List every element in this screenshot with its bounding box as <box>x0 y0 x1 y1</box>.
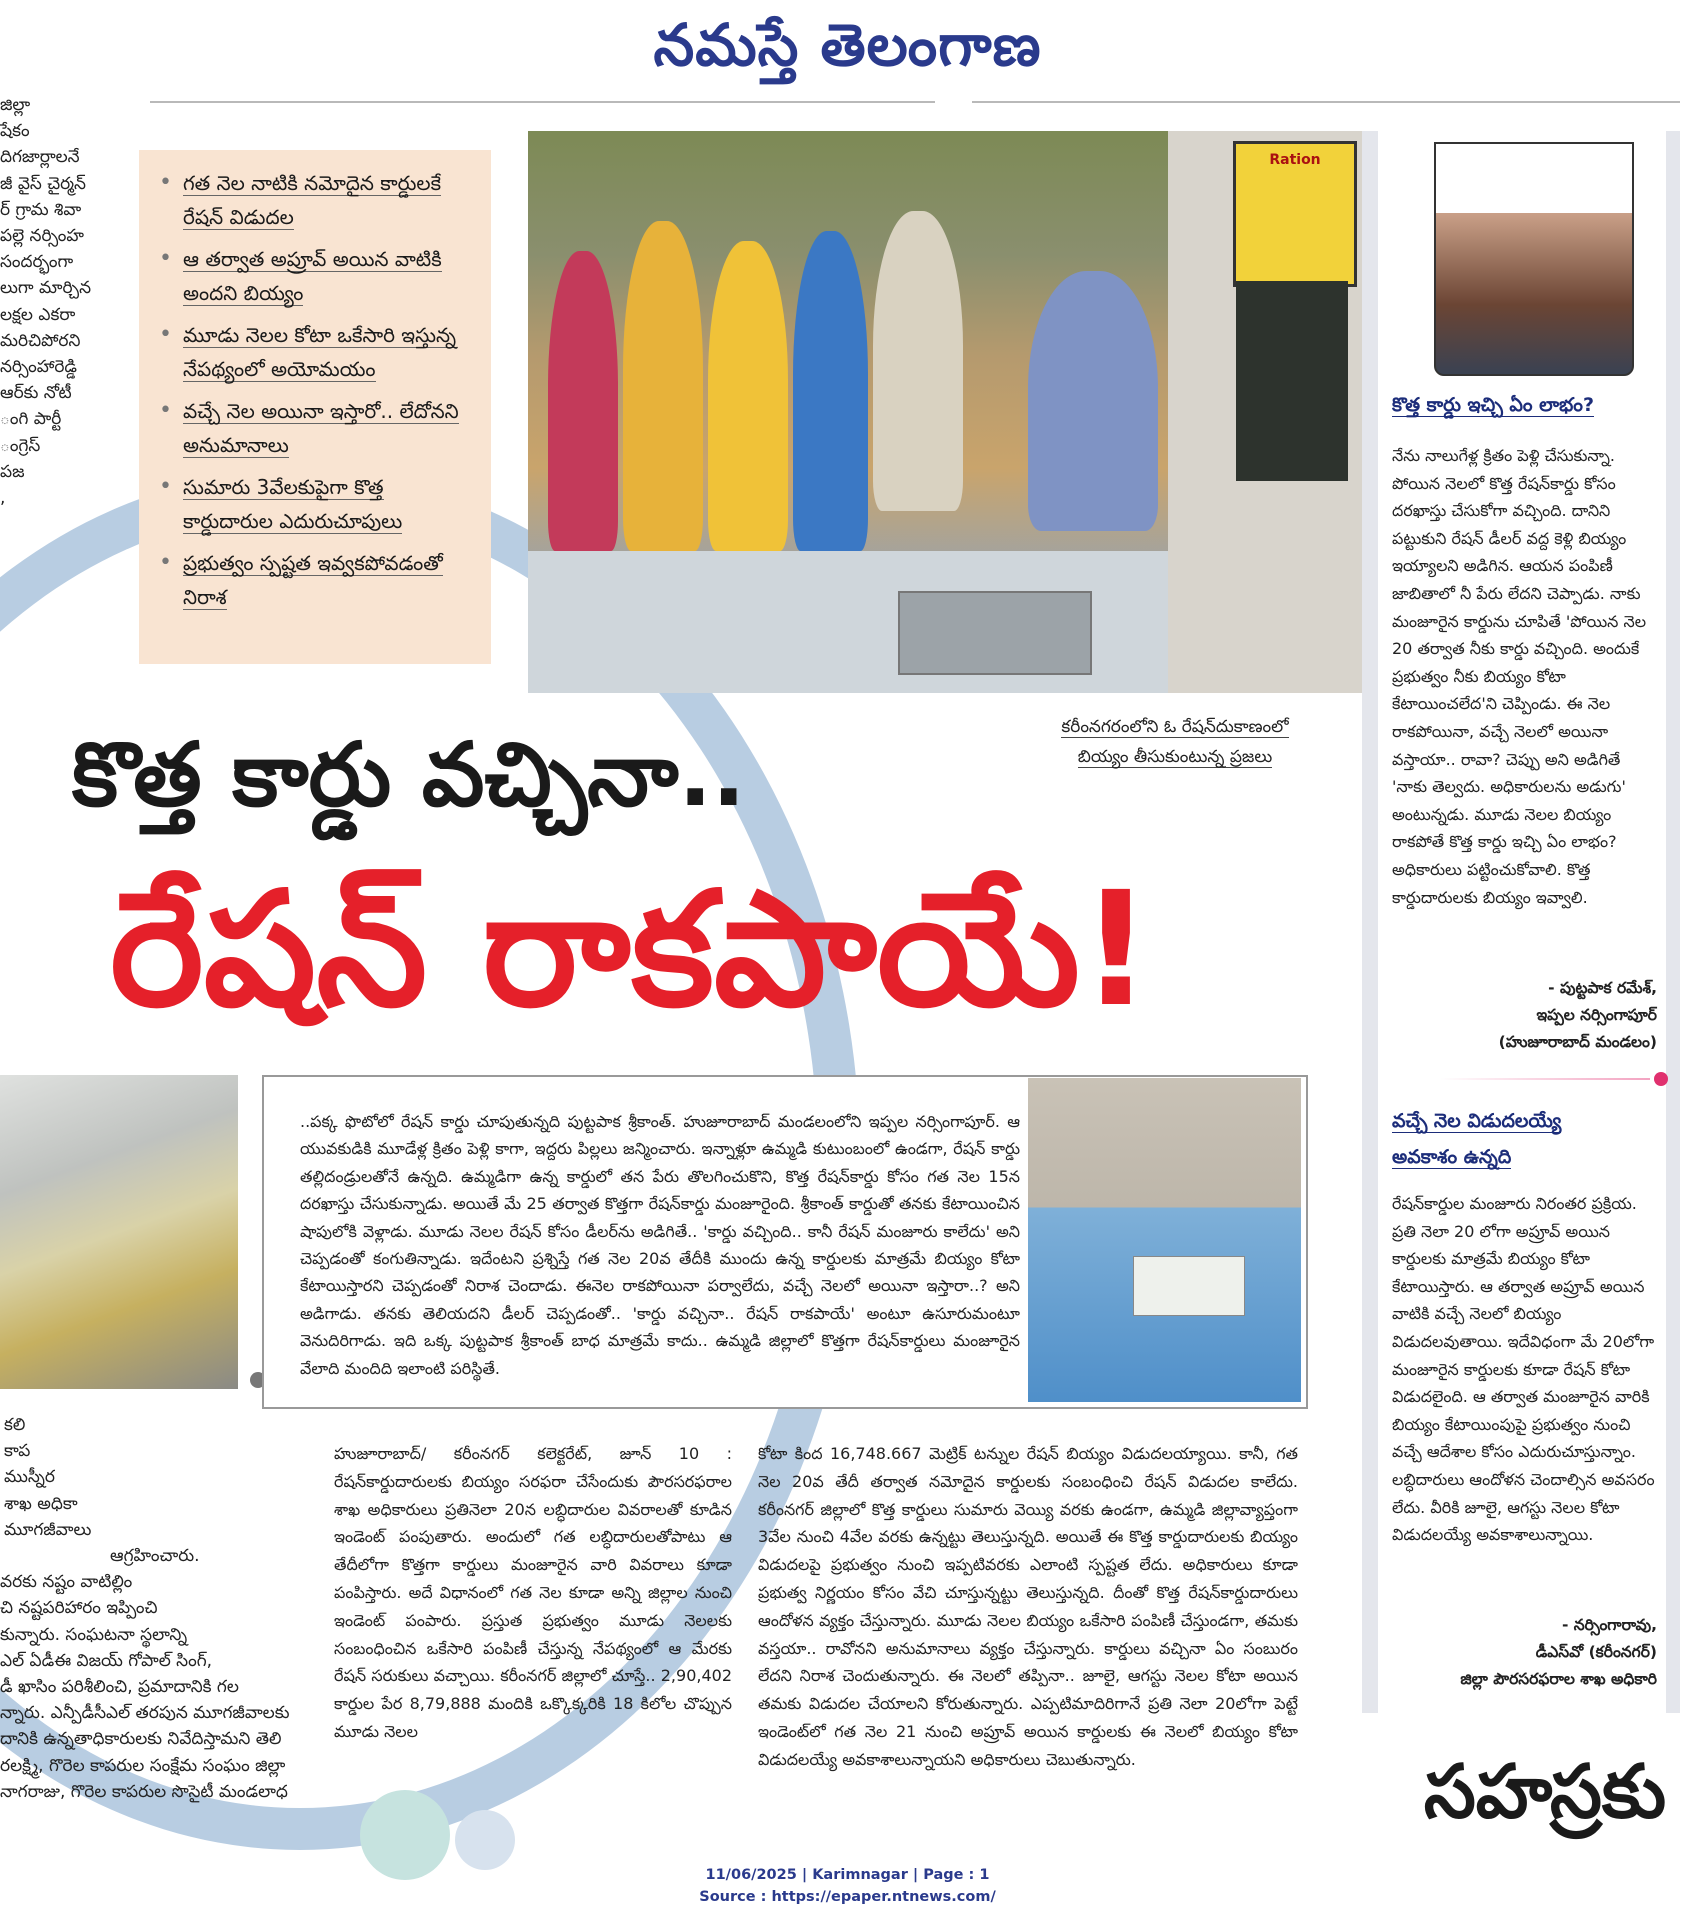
highlight-item: • సుమారు 3వేలకుపైగా కొత్త కార్డుదారుల ఎదురుచూపులు <box>157 470 477 538</box>
rice-bag-photo <box>0 1075 238 1389</box>
photo-person <box>623 221 703 551</box>
srikanth-card-photo <box>1028 1078 1301 1402</box>
sahasraku-logo: సహస్రకు <box>1423 1749 1667 1835</box>
side-quote-2: రేషన్‌కార్డుల మంజూరు నిరంతర ప్రక్రియ. ప్రతి నెలా 20 లోగా అప్రూవ్ అయిన కార్డులకు మాత్రమే బియ్యం కోటా కేటాయిస్తారు. ఆ తర్వాత అప్రూవ్ అయిన వాటికి వచ్చే నెలలో బియ్యం విడుదలవుతాయి. ఇదేవిధంగా మే 20లోగా మంజూరైన కార్డులకు కూడా రేషన్ కోటా విడుదలైంది. ఆ తర్వాత మంజూరైన వారికి బియ్యం కేటాయింపుపై ప్రభుత్వం నుంచి వచ్చే ఆదేశాల కోసం ఎదురుచూస్తున్నాం. లబ్ధిదారులు ఆందోళన చెందాల్సిన అవసరం లేదు. వీరికి జూలై, ఆగస్టు నెలల కోటా విడుదలయ్యే అవకాశాలున్నాయి. <box>1392 1194 1655 1545</box>
side-subheading-2: వచ్చే నెల విడుదలయ్యే అవకాశం ఉన్నది <box>1392 1110 1562 1168</box>
side-quote-1: నేను నాలుగేళ్ల క్రితం పెళ్లి చేసుకున్నా. పోయిన నెలలో కొత్త రేషన్‌కార్డు కోసం దరఖాస్తు చేసుకోగా వచ్చింది. దానిని పట్టుకుని రేషన్ డీలర్ వద్ద కెళ్లి బియ్యం ఇయ్యాలని అడిగిన. ఆయన పంపిణీ జాబితాలో నీ పేరు లేదని చెప్పాడు. నాకు మంజూరైన కార్డును చూపితే 'పోయిన నెల 20 తర్వాత నీకు కార్డు వచ్చింది. అందుకే ప్రభుత్వం నీకు బియ్యం కోటా కేటాయించలేద'ని చెప్పిండు. ఈ నెల రాకపోయినా, వచ్చే నెలలో అయినా వస్తాయా.. రావా? చెప్పు అని అడిగితే 'నాకు తెల్వదు. అధికారులను అడుగు' అంటున్నడు. మూడు నెలల బియ్యం రాకపోతే కొత్త కార్డు ఇచ్చి ఏం లాభం? అధికారులు పట్టించుకోవాలి. కొత్త కార్డుదారులకు బియ్యం ఇవ్వాలి. <box>1392 446 1647 907</box>
left-column-fragment: కలి కాప ముస్నీర శాఖ అధికా మూగజీవాలు ఆగ్రహించారు. వరకు నష్టం వాటిల్లిం చి నష్టపరిహారం ఇప్పించి కున్నారు. సంఘటనా స్థలాన్ని ఎల్ ఏడీఈ విజయ్ గోపాల్ సింగ్, డీ ఖాసిం పరిశీలించి, ప్రమాదానికి గల న్నారు. ఎన్పీడీసీఎల్ తరపున మూగజీవాలకు దానికి ఉన్నతాధికారులకు నివేదిస్తామని తెలి రలక్ష్మి, గొరెల కాపరుల సంక్షేమ సంఘం జిల్లా నాగరాజు, గొరెల కాపరుల సొసైటీ మండలాధ <box>0 1415 290 1802</box>
photo-person <box>873 211 963 511</box>
divider-dot <box>1654 1072 1668 1086</box>
article-column-2: కోటా కింద 16,748.667 మెట్రిక్ టన్నుల రేషన్ బియ్యం విడుదలయ్యాయి. కానీ, గత నెల 20వ తేదీ తర్వాత నమోదైన కార్డులకు సంబంధించి రేషన్ విడుదల కాలేదు. కరీంనగర్ జిల్లాలో కొత్త కార్డులు సుమారు వెయ్యి వరకు ఉండగా, ఉమ్మడి జిల్లావ్యాప్తంగా 3వేల నుంచి 4వేల వరకు ఉన్నట్టు తెలుస్తున్నది. అయితే ఈ కొత్త కార్డుదారులకు బియ్యం విడుదలపై ప్రభుత్వం నుంచి ఇప్పటివరకు ఎలాంటి స్పష్టత లేదు. అధికారులు కూడా ప్రభుత్వ నిర్ణయం కోసం వేచి చూస్తున్నట్టు తెలుస్తున్నది. దీంతో కొత్త రేషన్‌కార్డుదారులు ఆందోళన వ్యక్తం చేస్తున్నారు. మూడు నెలల బియ్యం ఒకేసారి పంపిణీ చేస్తుండగా, తమకు వస్తయా.. రావోనని అనుమానాలు వ్యక్తం చేస్తున్నారు. కార్డులు వచ్చినా ఏం సంబురం లేదని నిరాశ చెందుతున్నారు. ఈ నెలలో తప్పినా.. జూలై, ఆగస్టు నెలల కోటా అయిన తమకు విడుదల చేయాలని కోరుతున్నారు. ఎప్పటిమాదిరిగానే ప్రతి నెలా 20లోగా పెట్టే ఇండెంట్‌లో గత నెల 21 నుంచి అప్రూవ్ అయిన కార్డులకు ఈ నెలలో బియ్యం కోటా విడుదలయ్యే అవకాశాలున్నాయని అధికారులు చెబుతున్నారు. <box>758 1444 1298 1769</box>
photo-person <box>708 241 788 551</box>
case-study-text: ..పక్క ఫొటోలో రేషన్ కార్డు చూపుతున్నది పుట్టపాక శ్రీకాంత్. హుజూరాబాద్ మండలంలోని ఇప్పల నర్సింగాపూర్. ఆ యువకుడికి మూడేళ్ల క్రితం పెళ్లి కాగా, ఇద్దరు పిల్లలు జన్మించారు. ఇన్నాళ్లూ ఉమ్మడి కుటుంబంలో ఉండగా, రేషన్ కార్డు తల్లిదండ్రులతోనే ఉన్నది. ఉమ్మడిగా ఉన్న కార్డులో తన పేరు తొలగించుకొని, కొత్త రేషన్‌కార్డు కోసం గత నెల 15న దరఖాస్తు చేసుకున్నాడు. అయితే మే 25 తర్వాత కొత్తగా రేషన్‌కార్డు మంజూరైంది. శ్రీకాంత్ కార్డుతో తనకు కేటాయించిన షాపులోకి వెళ్లాడు. మూడు నెలల రేషన్ కోసం డీలర్‌ను అడిగితే.. 'కార్డు వచ్చింది.. కానీ రేషన్ మంజూరు కాలేదు' అని చెప్పడంతో కంగుతిన్నాడు. ఇదేంటని ప్రశ్నిస్తే గత నెల 20వ తేదీకి ముందు ఉన్న కార్డులకు మాత్రమే బియ్యం కోటా కేటాయిస్తారని చెప్పడంతో నిరాశ చెందాడు. ఈనెల రాకపోయినా పర్వాలేదు, వచ్చే నెలలో అయినా ఇస్తారా..? అని అడిగాడు. తనకు తెలియదని డీలర్ చెప్పడంతో.. 'కార్డు వచ్చినా.. రేషన్ రాకపాయే' అంటూ ఉసూరుమంటూ వెనుదిరిగాడు. ఇది ఒక్క పుట్టపాక శ్రీకాంత్ బాధ మాత్రమే కాదు.. ఉమ్మడి జిల్లాలో కొత్తగా రేషన్‌కార్డులు మంజూరైన వేలాది మందిది ఇలాంటి పరిస్థితే. <box>300 1112 1020 1378</box>
photo-board <box>1236 281 1348 481</box>
side-signature-1: - పుట్టపాక రమేశ్, ఇప్పల నర్సింగాపూర్ (హుజూరాబాద్ మండలం) <box>1498 979 1657 1051</box>
decorative-bubble <box>455 1810 515 1870</box>
side-subheading-1: కొత్త కార్డు ఇచ్చి ఏం లాభం? <box>1392 394 1594 416</box>
photo-person <box>793 231 868 551</box>
photo-person <box>548 251 618 551</box>
source-link[interactable]: Source : https://epaper.ntnews.com/ <box>699 1889 996 1905</box>
divider <box>1440 1078 1650 1080</box>
masthead-logo: నమస్తే తెలంగాణ <box>653 11 1042 79</box>
left-column-fragment: జిల్లా షేకం దిగజార్లాలనే జీ వైస్ చైర్మన్ ర్ గ్రామ శివా పల్లె నర్సింహ సందర్భంగా లుగా మార్చిన లక్షల ఎకరా మరిచిపోరని నర్సింహారెడ్డి ఆర్‌కు నోటీ ంగి పార్టీ ంగ్రెస్ పజ , <box>0 95 92 509</box>
highlight-item: • వచ్చే నెల అయినా ఇస్తారో.. లేదోనని అనుమానాలు <box>157 394 477 462</box>
highlight-item: • ప్రభుత్వం స్పష్టత ఇవ్వకపోవడంతో నిరాశ <box>157 546 477 614</box>
article-column-1: హుజూరాబాద్/ కరీంనగర్ కలెక్టరేట్, జూన్ 10 : రేషన్‌కార్డుదారులకు బియ్యం సరఫరా చేసేందుకు పౌరసరఫరాల శాఖ అధికారులు ప్రతినెలా 20న లబ్ధిదారుల వివరాలతో కూడిన ఇండెంట్ పంపుతారు. అందులో గత లబ్ధిదారులతోపాటు ఆ తేదీలోగా కొత్తగా కార్డులు మంజూరైన వారి వివరాలు కూడా పంపిస్తారు. అదే విధానంలో గత నెల కూడా అన్ని జిల్లాల నుంచి ఇండెంట్ పంపారు. ప్రస్తుత ప్రభుత్వం మూడు నెలలకు సంబంధించిన ఒకేసారి పంపిణీ చేస్తున్న నేపథ్యంలో ఆ మేరకు రేషన్ సరుకులు వచ్చాయి. కరీంనగర్ జిల్లాలో చూస్తే.. 2,90,402 కార్డుల పేర 8,79,888 మందికి ఒక్కొక్కరికి 18 కిలోల చొప్పున మూడు నెలల <box>334 1444 732 1741</box>
top-rule <box>150 101 935 103</box>
highlight-item: • మూడు నెలల కోటా ఒకేసారి ఇస్తున్న నేపథ్యంలో అయోమయం <box>157 318 477 386</box>
photo-caption: కరీంనగరంలోని ఓ రేషన్‌దుకాణంలో బియ్యం తీసుకుంటున్న ప్రజలు <box>1061 717 1289 767</box>
page-footer: 11/06/2025 | Karimnagar | Page : 1 Source : https://epaper.ntnews.com/ <box>0 1864 1695 1908</box>
headline-line-2: రేషన్ రాకపాయే! <box>110 858 1153 1042</box>
top-rule <box>972 101 1680 103</box>
highlight-item: • గత నెల నాటికి నమోదైన కార్డులకే రేషన్ విడుదల <box>157 166 477 234</box>
photo-person <box>1028 271 1158 531</box>
photo-weighing-scale <box>898 591 1092 675</box>
highlight-item: • ఆ తర్వాత అప్రూవ్ అయిన వాటికి అందని బియ్యం <box>157 242 477 310</box>
side-signature-2: - నర్సింగారావు, డీఎస్‌వో (కరీంనగర్) జిల్లా పౌరసరఫరాల శాఖ అధికారి <box>1460 1616 1657 1688</box>
ration-shop-photo <box>528 131 1362 693</box>
ration-card <box>1133 1256 1245 1316</box>
ramesh-portrait-photo <box>1434 142 1634 376</box>
highlights-box <box>139 150 491 664</box>
photo-sign: Ration <box>1233 141 1357 287</box>
headline-line-1: కొత్త కార్డు వచ్చినా.. <box>72 723 746 826</box>
